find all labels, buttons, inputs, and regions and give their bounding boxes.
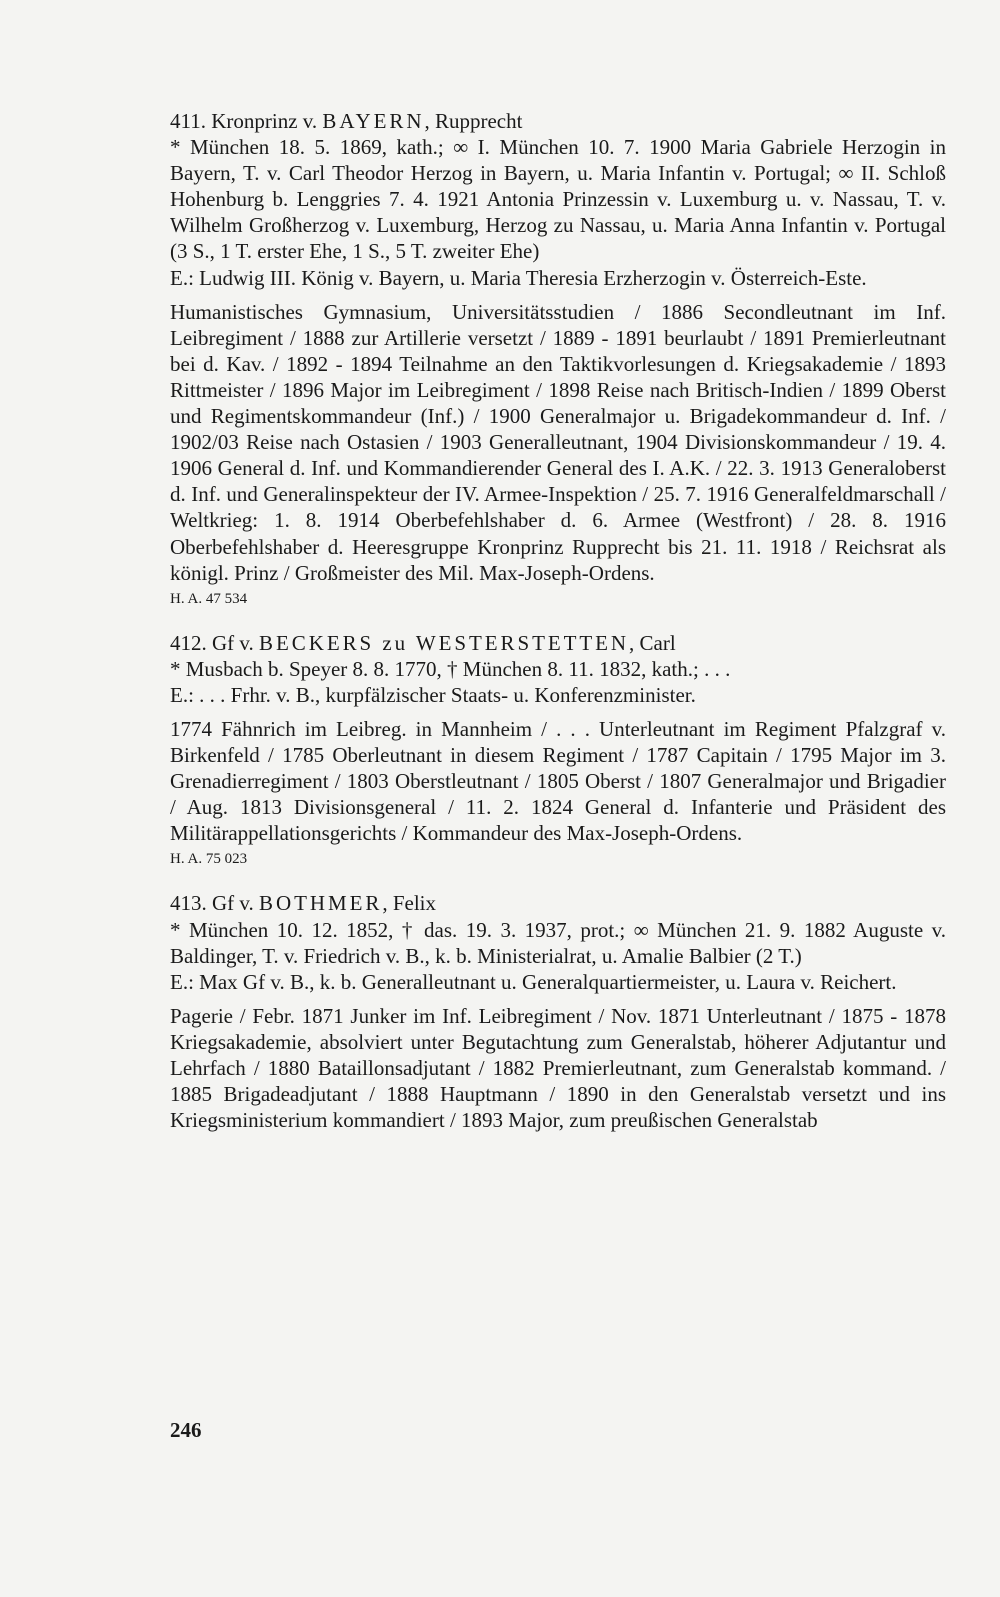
entry-reference: H. A. 47 534	[170, 590, 248, 607]
entry-given-name: , Carl	[629, 630, 676, 655]
entry-given-name: , Rupprecht	[424, 109, 523, 133]
entry-biography: * München 18. 5. 1869, kath.; ∞ I. München 10. 7. 1900 Maria Gabriele Herzogin in Bayern, T. v. Carl Theodor Herzog in Bayern, u. Maria Infantin v. Portugal; ∞ II. Schloß Hohenburg b. Lenggries 7. 4. 1921 Antonia Prinzessin v. Luxemburg u. v. Nassau, T. v. Wilhelm Großherzog v. Luxemburg, Herzog zu Nassau, u. Maria Anna Infantin v. Portugal (3 S., 1 T. erster Ehe, 1 S., 5 T. zweiter Ehe)	[170, 135, 946, 264]
entry-parents: E.: . . . Frhr. v. B., kurpfälzischer Staats- u. Konferenzminister.	[170, 682, 696, 707]
entry-header	[170, 630, 946, 656]
entry-career: Pagerie / Febr. 1871 Junker im Inf. Leibregiment / Nov. 1871 Unterleutnant / 1875 - 1878 Kriegsakademie, absolviert unter Begutachtung zum Generalstab, höherer Adjutantur und Lehrfach / 1880 Bataillonsadjutant / 1882 Premierleutnant, zum Generalstab kommand. / 1885 Brigadeadjutant / 1888 Hauptmann / 1890 in den Generalstab versetzt und ins Kriegsministerium kommandiert / 1893 Major, zum preußischen Generalstab	[170, 1003, 946, 1133]
entry-number-rank: 412. Gf v.	[170, 630, 260, 655]
entry-career: 1774 Fähnrich im Leibreg. in Mannheim / . . . Unterleutnant im Regiment Pfalzgraf v. Birkenfeld / 1785 Oberleutnant in diesem Regiment / 1787 Capitain / 1795 Major im 3. Grenadierregiment / 1803 Oberstleutnant / 1805 Oberst / 1807 Generalmajor und Brigadier / Aug. 1813 Divisionsgeneral / 11. 2. 1824 General d. Infanterie und Präsident des Militärappellationsgerichts / Kommandeur des Max-Joseph-Ordens.	[170, 716, 946, 846]
entry-biography: * Musbach b. Speyer 8. 8. 1770, † München 8. 11. 1832, kath.; . . .	[170, 656, 731, 681]
entry-number-rank: 411. Kronprinz v.	[170, 109, 323, 133]
entry-header	[170, 890, 946, 916]
entry-parents: E.: Ludwig III. König v. Bayern, u. Maria Theresia Erzherzogin v. Österreich-Este.	[170, 265, 867, 290]
entry-surname: BOTHMER	[259, 891, 383, 916]
entry-411	[170, 108, 946, 610]
entry-surname: BECKERS zu WESTERSTETTEN	[259, 630, 630, 655]
page-number: 246	[170, 1418, 202, 1442]
entry-412	[170, 630, 946, 871]
entry-biography: * München 10. 12. 1852, † das. 19. 3. 1937, prot.; ∞ München 21. 9. 1882 Auguste v. Baldinger, T. v. Friedrich v. B., k. b. Ministerialrat, u. Amalie Balbier (2 T.)	[170, 917, 946, 968]
entry-number-rank: 413. Gf v.	[170, 891, 260, 916]
entry-header	[170, 108, 946, 134]
entry-parents: E.: Max Gf v. B., k. b. Generalleutnant u. Generalquartiermeister, u. Laura v. Reichert.	[170, 969, 897, 994]
entry-reference: H. A. 75 023	[170, 851, 248, 868]
entry-given-name: , Felix	[382, 891, 436, 916]
entry-career: Humanistisches Gymnasium, Universitätsstudien / 1886 Secondleutnant im Inf. Leibregiment / 1888 zur Artillerie versetzt / 1889 - 1891 beurlaubt / 1891 Premierleutnant bei d. Kav. / 1892 - 1894 Teilnahme an den Taktikvorlesungen d. Kriegsakademie / 1893 Rittmeister / 1896 Major im Leibregiment / 1898 Reise nach Britisch-Indien / 1899 Oberst und Regimentskommandeur (Inf.) / 1900 Generalmajor u. Brigadekommandeur d. Inf. / 1902/03 Reise nach Ostasien / 1903 Generalleutnant, 1904 Divisionskommandeur / 19. 4. 1906 General d. Inf. und Kommandierender General des I. A.K. / 22. 3. 1913 Generaloberst d. Inf. und Generalinspekteur der IV. Armee-Inspektion / 25. 7. 1916 Generalfeldmarschall / Weltkrieg: 1. 8. 1914 Oberbefehlshaber d. 6. Armee (Westfront) / 28. 8. 1916 Oberbefehlshaber d. Heeresgruppe Kronprinz Rupprecht bis 21. 11. 1918 / Reichsrat als königl. Prinz / Großmeister des Mil. Max-Joseph-Ordens.	[170, 299, 946, 585]
entry-surname: BAYERN	[322, 109, 425, 133]
entry-413	[170, 890, 946, 1133]
text-block	[170, 108, 946, 1133]
